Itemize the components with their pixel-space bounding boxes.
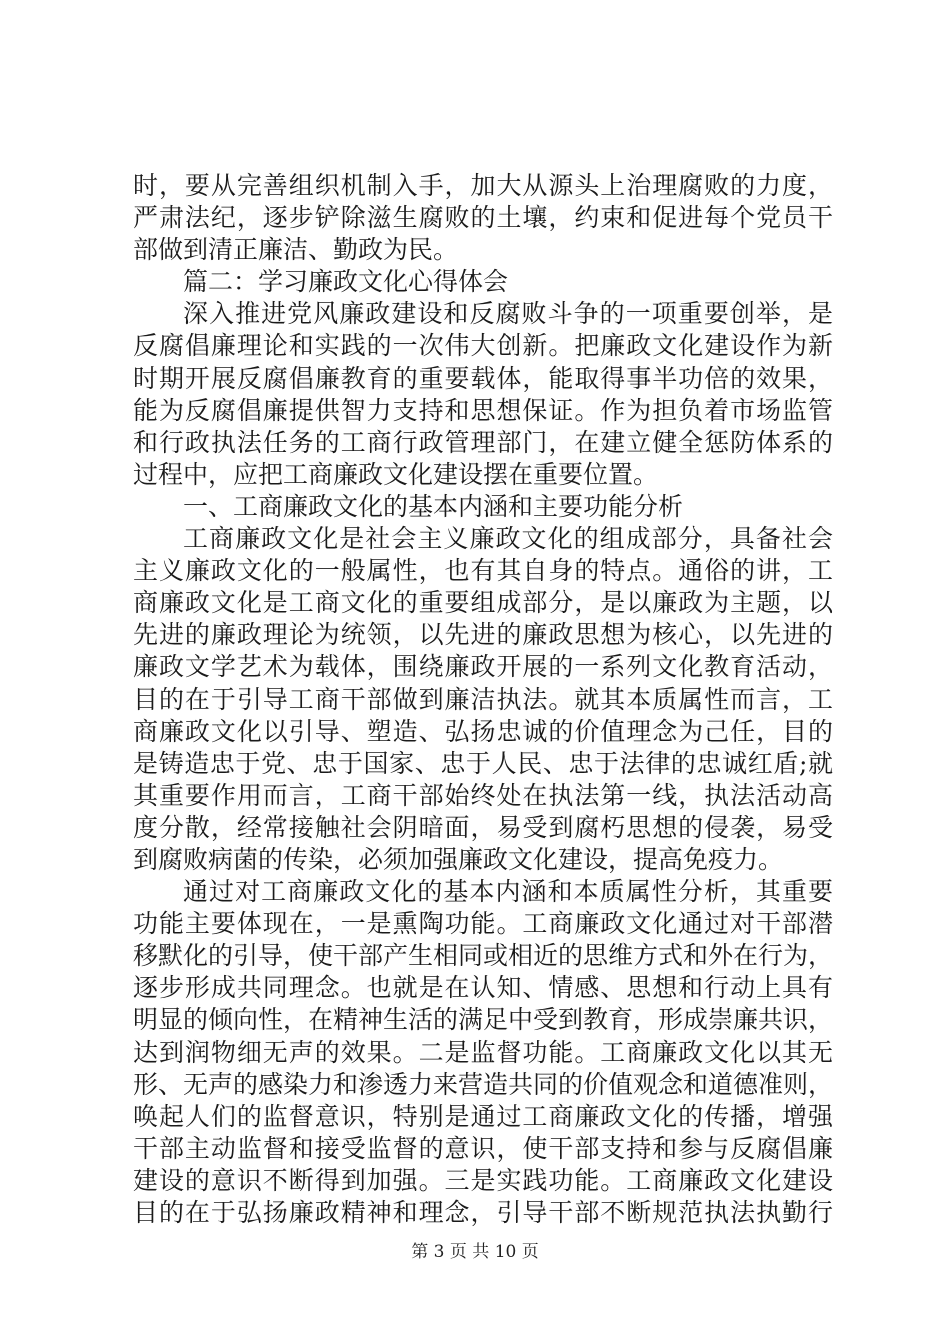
text-line: 一、工商廉政文化的基本内涵和主要功能分析	[183, 491, 684, 521]
text-line: 廉政文学艺术为载体，围绕廉政开展的一系列文化教育活动，	[133, 652, 833, 682]
text-line: 能为反腐倡廉提供智力支持和思想保证。作为担负着市场监管	[133, 395, 833, 425]
text-line: 其重要作用而言，工商干部始终处在执法第一线，执法活动高	[133, 780, 833, 810]
body-text	[133, 170, 833, 1229]
text-line: 达到润物细无声的效果。二是监督功能。工商廉政文化以其无	[133, 1037, 833, 1067]
text-line: 干部主动监督和接受监督的意识，使干部支持和参与反腐倡廉	[133, 1133, 833, 1163]
text-line: 商廉政文化是工商文化的重要组成部分，是以廉政为主题，以	[133, 588, 833, 618]
text-line: 深入推进党风廉政建设和反腐败斗争的一项重要创举，是	[183, 299, 833, 329]
text-line: 部做到清正廉洁、勤政为民。	[133, 235, 459, 265]
text-line: 反腐倡廉理论和实践的一次伟大创新。把廉政文化建设作为新	[133, 331, 833, 361]
text-line: 篇二：学习廉政文化心得体会	[183, 267, 509, 297]
text-line: 过程中，应把工商廉政文化建设摆在重要位置。	[133, 459, 659, 489]
text-line: 时，要从完善组织机制入手，加大从源头上治理腐败的力度，	[133, 171, 833, 200]
text-line: 是铸造忠于党、忠于国家、忠于人民、忠于法律的忠诚红盾;就	[133, 748, 833, 778]
text-line: 到腐败病菌的传染，必须加强廉政文化建设，提高免疫力。	[133, 844, 784, 874]
text-line: 唤起人们的监督意识，特别是通过工商廉政文化的传播，增强	[133, 1101, 833, 1131]
text-line: 建设的意识不断得到加强。三是实践功能。工商廉政文化建设	[133, 1165, 833, 1195]
page-footer: 第 3 页 共 10 页	[411, 1242, 539, 1262]
text-line: 和行政执法任务的工商行政管理部门，在建立健全惩防体系的	[133, 427, 833, 457]
text-line: 目的在于弘扬廉政精神和理念，引导干部不断规范执法执勤行	[133, 1198, 833, 1227]
text-line: 时期开展反腐倡廉教育的重要载体，能取得事半功倍的效果，	[133, 363, 833, 393]
text-line: 严肃法纪，逐步铲除滋生腐败的土壤，约束和促进每个党员干	[133, 203, 833, 233]
text-line: 主义廉政文化的一般属性，也有其自身的特点。通俗的讲，工	[133, 556, 833, 586]
text-line: 功能主要体现在，一是熏陶功能。工商廉政文化通过对干部潜	[133, 909, 833, 939]
text-line: 逐步形成共同理念。也就是在认知、情感、思想和行动上具有	[133, 973, 833, 1003]
text-line: 明显的倾向性，在精神生活的满足中受到教育，形成崇廉共识，	[133, 1005, 833, 1035]
text-line: 商廉政文化以引导、塑造、弘扬忠诚的价值理念为己任，目的	[133, 716, 833, 746]
text-line: 移默化的引导，使干部产生相同或相近的思维方式和外在行为，	[133, 941, 833, 971]
text-line: 目的在于引导工商干部做到廉洁执法。就其本质属性而言，工	[133, 684, 833, 714]
text-line: 形、无声的感染力和渗透力来营造共同的价值观念和道德准则，	[133, 1069, 833, 1099]
text-line: 通过对工商廉政文化的基本内涵和本质属性分析，其重要	[183, 877, 833, 907]
text-line: 先进的廉政理论为统领，以先进的廉政思想为核心，以先进的	[133, 620, 833, 650]
text-line: 度分散，经常接触社会阴暗面，易受到腐朽思想的侵袭，易受	[133, 812, 833, 842]
text-line: 工商廉政文化是社会主义廉政文化的组成部分，具备社会	[183, 524, 833, 554]
